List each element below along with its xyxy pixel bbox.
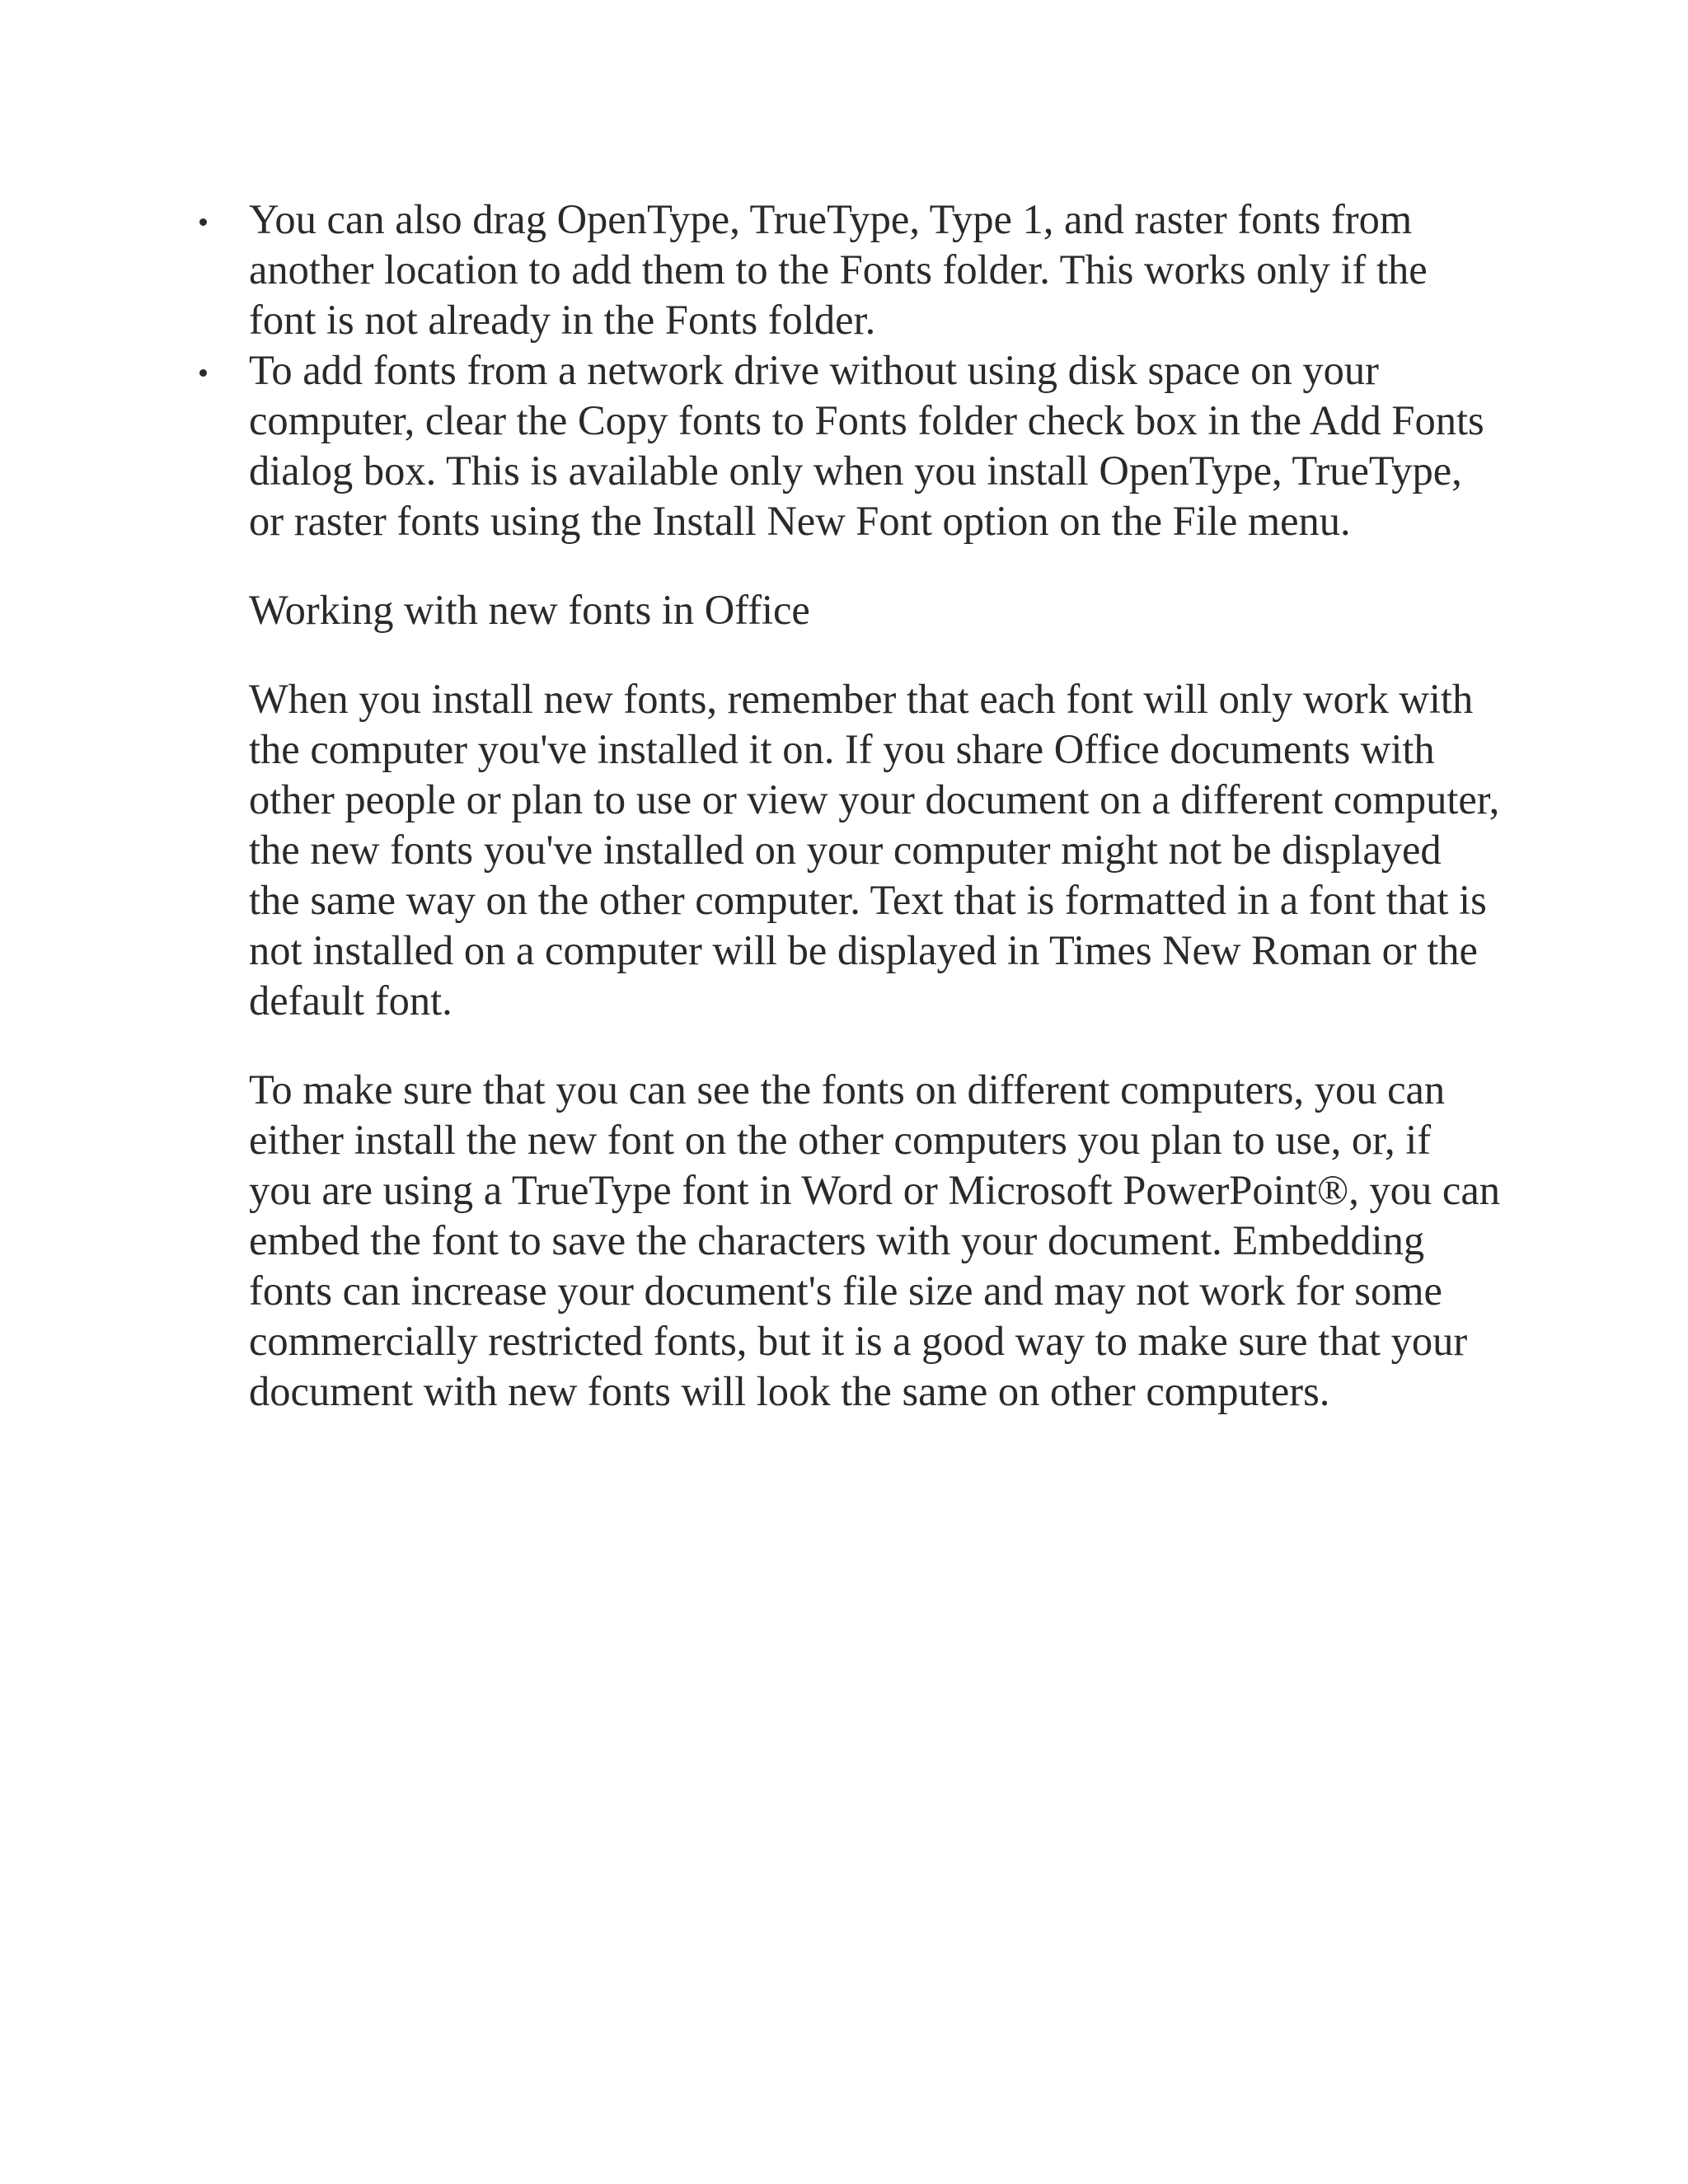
bullet-icon [199,369,207,377]
document-body [249,194,1502,1417]
bullet-text: To add fonts from a network drive without using disk space on your computer, clear the Copy fonts to Fonts folder check box in the Add Fonts dialog box. This is available only when you install OpenType, TrueType, or raster fonts using the Install New Font option on the File menu. [249,347,1484,544]
paragraph: To make sure that you can see the fonts on different computers, you can either install the new font on the other computers you plan to use, or, if you are using a TrueType font in Word or Microsoft PowerPoint®, you can embed the font to save the characters with your document. Embedding fonts can increase your document's file size and may not work for some commercially restricted fonts, but it is a good way to make sure that your document with new fonts will look the same on other computers. [249,1066,1501,1414]
bullet-list [249,194,1502,546]
section-heading: Working with new fonts in Office [249,587,810,633]
list-item [249,345,1502,546]
bullet-icon [199,218,207,226]
bullet-text: You can also drag OpenType, TrueType, Type 1, and raster fonts from another location to add them to the Fonts folder. This works only if the font is not already in the Fonts folder. [249,196,1428,343]
list-item [249,194,1502,345]
paragraph: When you install new fonts, remember that each font will only work with the computer you've installed it on. If you share Office documents with other people or plan to use or view your document on a different computer, the new fonts you've installed on your computer might not be displayed the same way on the other computer. Text that is formatted in a font that is not installed on a computer will be displayed in Times New Roman or the default font. [249,676,1500,1024]
